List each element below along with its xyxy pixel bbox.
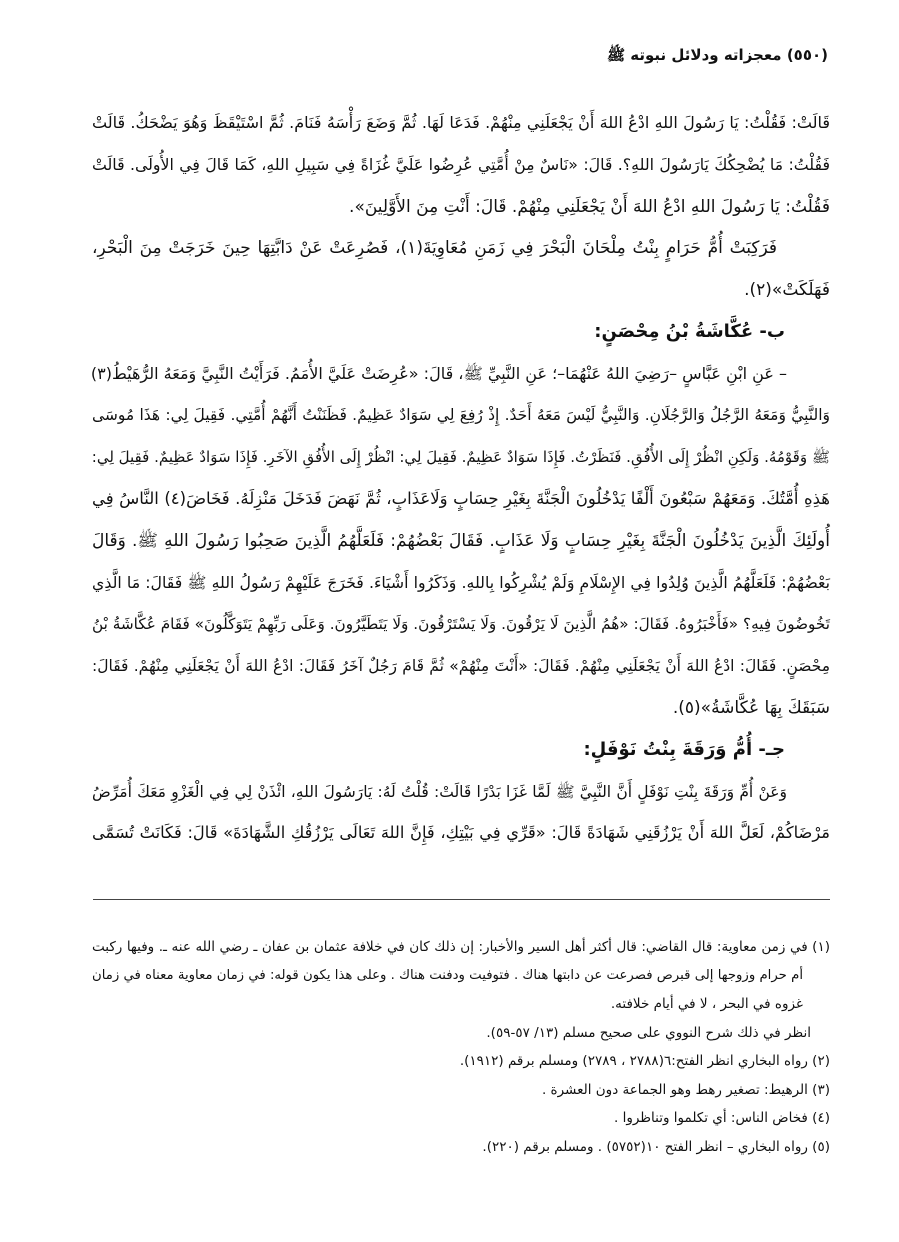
- body-line: بَعْضُهُمْ: فَلَعَلَّهُمُ الَّذِينَ وُلِدُوا فِي الإِسْلَامِ وَلَمْ يُشْرِكُوا بِاللهِ. وَذَكَرُوا أَشْيَاءَ. فَخَرَجَ عَلَيْهِمْ رَسُولُ اللهِ ﷺ فَقَالَ: مَا الَّذِي: [92, 573, 830, 592]
- footnote-line: (٥) رواه البخاري – انظر الفتح ١٠(٥٧٥٢) . ومسلم برقم (٢٢٠).: [482, 1139, 830, 1155]
- running-header: (٥٥٠) معجزاته ودلائل نبوته ﷺ: [606, 46, 828, 64]
- body-line: – عَنِ ابْنِ عَبَّاسٍ –رَضِيَ اللهُ عَنْهُمَا–؛ عَنِ النَّبِيِّ ﷺ، قَالَ: «عُرِضَتْ عَلَيَّ الأُمَمُ. فَرَأَيْتُ النَّبِيَّ وَمَعَهُ الرُّهَيْطُ(٣): [90, 364, 787, 383]
- body-line: تَخُوضُونَ فِيهِ؟ «فَأَخْبَرُوهُ. فَقَالَ: «هُمُ الَّذِينَ لَا يَرْقُونَ. وَلَا يَسْتَرْقُونَ. وَلَا يَتَطَيَّرُونَ. وَعَلَى رَبِّهِمْ يَتَوَكَّلُونَ» فَقَامَ عُكَّاشَةُ بْنُ: [92, 615, 830, 633]
- section-heading-b: ب- عُكَّاشَةُ بْنُ مِحْصَنٍ:: [594, 321, 785, 342]
- footnote-line: أم حرام وزوجها إلى قبرص فصرعت عن دابتها هناك . فتوفيت ودفنت هناك . وعلى هذا يكون قوله: في زمان معاوية معناه في زمان: [92, 968, 803, 983]
- body-line: مِحْصَنٍ. فَقَالَ: ادْعُ اللهَ أَنْ يَجْعَلَنِي مِنْهُمْ. فَقَالَ: «أَنْتَ مِنْهُمْ» ثُمَّ قَامَ رَجُلٌ آخَرُ فَقَالَ: ادْعُ اللهَ أَنْ يَجْعَلَنِي مِنْهُمْ. فَقَالَ:: [92, 657, 830, 675]
- footnote-divider: [93, 899, 830, 900]
- body-line: فَقُلْتُ: يَا رَسُولَ اللهِ ادْعُ اللهَ أَنْ يَجْعَلَنِي مِنْهُمْ. قَالَ: أَنْتِ مِنَ الأَوَّلِينَ».: [349, 197, 830, 217]
- body-line: فَهَلَكَتْ»(٢).: [744, 280, 830, 300]
- footnote-line: انظر في ذلك شرح النووي على صحيح مسلم (١٣/ ٥٧-٥٩).: [486, 1025, 811, 1041]
- body-line: أُولَئِكَ الَّذِينَ يَدْخُلُونَ الْجَنَّةَ بِغَيْرِ حِسَابٍ وَلَا عَذَابٍ. فَقَالَ بَعْضُهُمْ: فَلَعَلَّهُمُ الَّذِينَ صَحِبُوا رَسُولَ اللهِ ﷺ. وَقَالَ: [92, 531, 830, 551]
- footnote-line: (٢) رواه البخاري انظر الفتح:٦(٢٧٨٨ ، ٢٧٨٩) ومسلم برقم (١٩١٢).: [459, 1053, 830, 1069]
- body-line: مَرْضَاكُمْ، لَعَلَّ اللهَ أَنْ يَرْزُقَنِي شَهَادَةً قَالَ: «قَرِّي فِي بَيْتِكِ، فَإِنَّ اللهَ تَعَالَى يَرْزُقُكِ الشَّهَادَةَ» قَالَ: فَكَانَتْ تُسَمَّى: [92, 823, 830, 842]
- footnote-line: (٣) الرهيط: تصغير رهط وهو الجماعة دون العشرة .: [541, 1082, 830, 1098]
- footnote-line: (١) في زمن معاوية: قال القاضي: قال أكثر أهل السير والأخبار: إن ذلك كان في خلافة عثمان بن عفان ـ رضي الله عنه ـ. وفيها ركبت: [92, 939, 830, 955]
- footnote-line: (٤) فخاض الناس: أي تكلموا وتناظروا .: [614, 1110, 830, 1126]
- section-heading-c: جـ- أُمُّ وَرَقَةَ بِنْتُ نَوْفَلٍ:: [583, 739, 785, 760]
- body-line: هَذِهِ أُمَّتُكَ. وَمَعَهُمْ سَبْعُونَ أَلْفًا يَدْخُلُونَ الْجَنَّةَ بِغَيْرِ حِسَابٍ وَلَاعَذَابٍ، ثُمَّ نَهَضَ فَدَخَلَ مَنْزِلَهُ. فَخَاضَ(٤) النَّاسُ فِي: [92, 489, 830, 508]
- body-line: قَالَتْ: فَقُلْتُ: يَا رَسُولَ اللهِ ادْعُ اللهَ أَنْ يَجْعَلَنِي مِنْهُمْ. فَدَعَا لَهَا. ثُمَّ وَضَعَ رَأْسَهُ فَنَامَ. ثُمَّ اسْتَيْقَظَ وَهُوَ يَضْحَكُ. قَالَتْ: [92, 113, 830, 132]
- body-line: فَرَكِبَتْ أُمُّ حَرَامٍ بِنْتُ مِلْحَانَ الْبَحْرَ فِي زَمَنِ مُعَاوِيَةَ(١)، فَصُرِعَتْ عَنْ دَابَّتِهَا حِينَ خَرَجَتْ مِنَ الْبَحْرِ،: [92, 238, 777, 258]
- body-line: سَبَقَكَ بِهَا عُكَّاشَةُ»(٥).: [672, 698, 830, 718]
- body-line: ﷺ وَقَوْمُهُ. وَلَكِنِ انْظُرْ إِلَى الأُفُقِ. فَنَظَرْتُ. فَإِذَا سَوَادٌ عَظِيمٌ. فَقِيلَ لِي: انْظُرْ إِلَى الأُفُقِ الآخَرِ. فَإِذَا سَوَادٌ عَظِيمٌ. فَقِيلَ لِي:: [91, 448, 830, 466]
- body-line: وَالنَّبِيُّ وَمَعَهُ الرَّجُلُ وَالرَّجُلَانِ. وَالنَّبِيُّ لَيْسَ مَعَهُ أَحَدٌ. إِذْ رُفِعَ لِي سَوَادٌ عَظِيمٌ. فَظَنَنْتُ أَنَّهُمْ أُمَّتِي. فَقِيلَ لِي: هَذَا مُوسَى: [92, 406, 830, 424]
- footnote-line: غزوه في البحر ، لا في أيام خلافته.: [610, 996, 803, 1012]
- body-line: وَعَنْ أُمِّ وَرَقَةَ بِنْتِ نَوْفَلٍ أَنَّ النَّبِيَّ ﷺ لَمَّا غَزَا بَدْرًا قَالَتْ: قُلْتُ لَهُ: يَارَسُولَ اللهِ، ائْذَنْ لِي فِي الْغَزْوِ مَعَكَ أُمَرِّضُ: [92, 783, 787, 801]
- body-line: فَقُلْتُ: مَا يُضْحِكُكَ يَارَسُولَ اللهِ؟. قَالَ: «نَاسٌ مِنْ أُمَّتِي عُرِضُوا عَلَيَّ غُزَاةً فِي سَبِيلِ اللهِ، كَمَا قَالَ فِي الأُولَى. قَالَتْ: [92, 155, 830, 174]
